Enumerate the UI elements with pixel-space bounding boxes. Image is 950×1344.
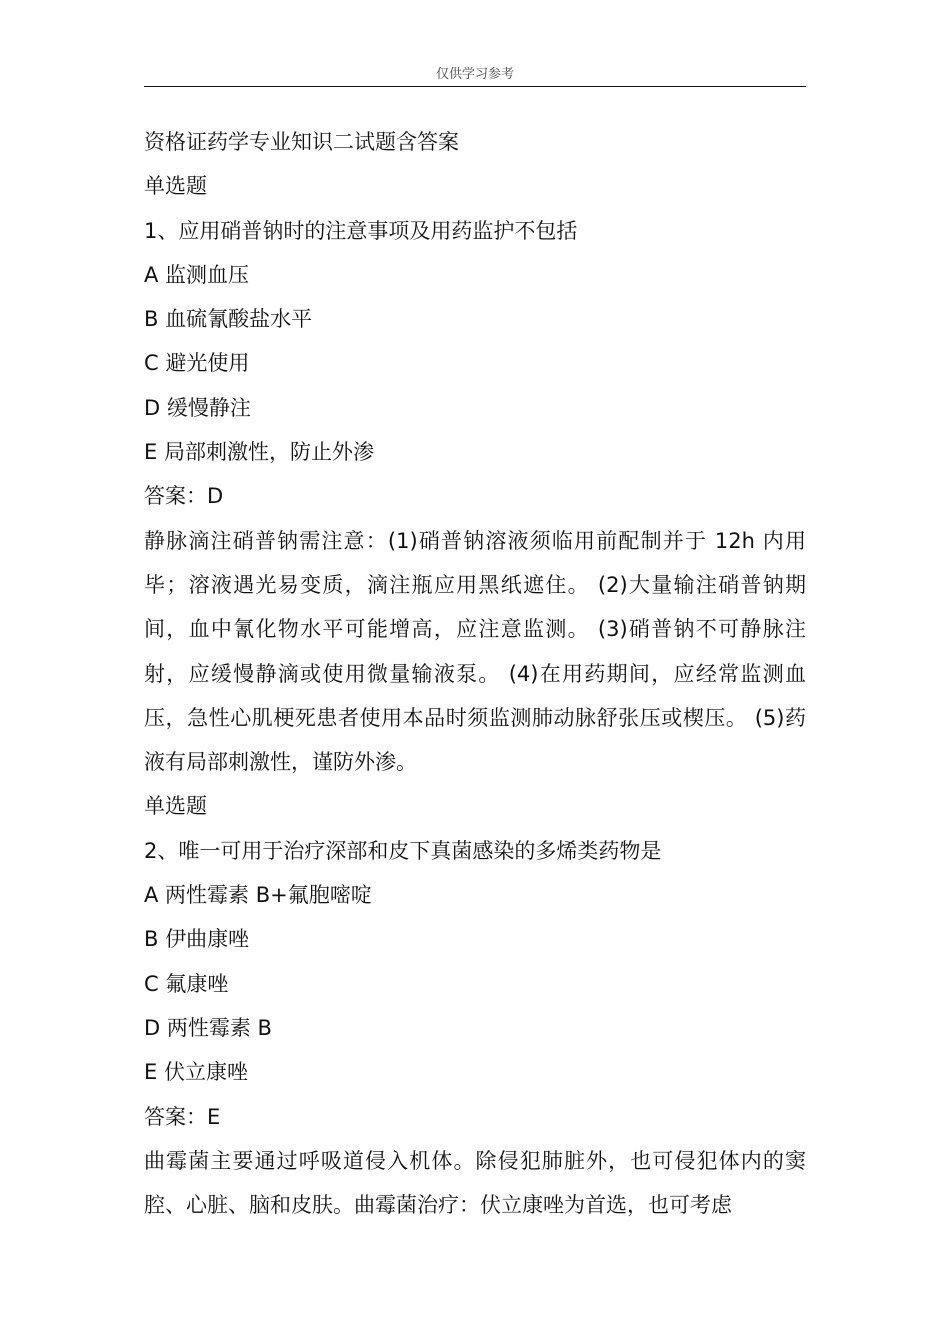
explanation: 曲霉菌主要通过呼吸道侵入机体。除侵犯肺脏外，也可侵犯体内的窦腔、心脏、脑和皮肤。曲霉菌治疗：伏立康唑为首选，也可考虑	[144, 1148, 806, 1218]
option-e: E 伏立康唑	[144, 1060, 248, 1085]
question-block	[144, 164, 806, 784]
option-a: A 两性霉素 B+氟胞嘧啶	[144, 883, 372, 908]
explanation: 静脉滴注硝普钠需注意：(1)硝普钠溶液须临用前配制并于 12h 内用毕；溶液遇光易变质，滴注瓶应用黑纸遮住。 (2)大量输注硝普钠期间，血中氰化物水平可能增高，应注意监测。 (3)硝普钠不可静脉注射，应缓慢静滴或使用微量输液泵。 (4)在用药期间，应经常监测血压，急性心肌梗死患者使用本品时须监测肺动脉舒张压或楔压。 (5)药液有局部刺激性，谨防外渗。	[144, 528, 806, 775]
option-c: C 避光使用	[144, 351, 250, 376]
option-a: A 监测血压	[144, 262, 250, 287]
question-text: 2、唯一可用于治疗深部和皮下真菌感染的多烯类药物是	[144, 838, 662, 863]
option-c: C 氟康唑	[144, 971, 229, 996]
option-d: D 缓慢静注	[144, 395, 251, 420]
document-body	[144, 120, 806, 1227]
answer: 答案：E	[144, 1104, 221, 1129]
document-title: 资格证药学专业知识二试题含答案	[144, 130, 459, 154]
page-header: 仅供学习参考	[435, 67, 514, 82]
option-b: B 伊曲康唑	[144, 927, 250, 952]
question-type: 单选题	[144, 794, 207, 819]
answer: 答案：D	[144, 484, 224, 509]
question-text: 1、应用硝普钠时的注意事项及用药监护不包括	[144, 218, 578, 243]
header-rule	[144, 86, 806, 87]
question-block	[144, 784, 806, 1227]
option-e: E 局部刺激性，防止外渗	[144, 440, 374, 465]
option-d: D 两性霉素 B	[144, 1015, 272, 1040]
question-type: 单选题	[144, 174, 207, 199]
option-b: B 血硫氰酸盐水平	[144, 307, 313, 332]
